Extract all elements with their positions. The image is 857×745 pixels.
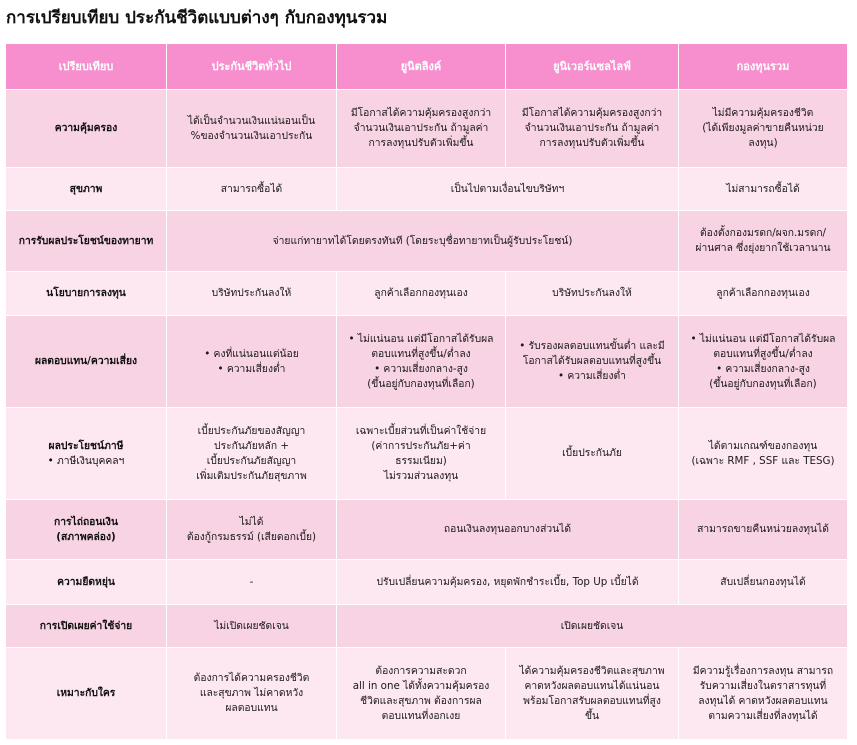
row-label: นโยบายการลงทุน <box>6 272 167 316</box>
row-coverage <box>6 90 848 168</box>
row-label: ความคุ้มครอง <box>6 90 167 168</box>
cell-general: ไม่เปิดเผยชัดเจน <box>167 605 337 648</box>
header-unit-linked: ยูนิตลิงค์ <box>337 44 506 90</box>
cell-fund: ไม่มีความคุ้มครองชีวิต (ได้เพียงมูลค่าขายคืนหน่วย ลงทุน) <box>679 90 848 168</box>
cell-universal: เบี้ยประกันภัย <box>506 408 679 500</box>
cell-unit-linked: ต้องการความสะดวก all in one ได้ทั้งความคุ้มครอง ชีวิตและสุขภาพ ต้องการผล ตอบแทนที่งอกเงย <box>337 648 506 740</box>
row-returns-risk <box>6 316 848 408</box>
row-cost-disclosure <box>6 605 848 648</box>
cell-unit-linked: • ไม่แน่นอน แต่มีโอกาสได้รับผล ตอบแทนที่สูงขึ้น/ต่ำลง • ความเสี่ยงกลาง-สูง (ขึ้นอยู่กับกองทุนที่เลือก) <box>337 316 506 408</box>
cell-unit-linked: มีโอกาสได้ความคุ้มครองสูงกว่า จำนวนเงินเอาประกัน ถ้ามูลค่า การลงทุนปรับตัวเพิ่มขึ้น <box>337 90 506 168</box>
cell-general: เบี้ยประกันภัยของสัญญา ประกันภัยหลัก + เบี้ยประกันภัยสัญญา เพิ่มเติมประกันภัยสุขภาพ <box>167 408 337 500</box>
row-label: การเปิดเผยค่าใช้จ่าย <box>6 605 167 648</box>
cell-fund: สับเปลี่ยนกองทุนได้ <box>679 560 848 605</box>
row-beneficiary <box>6 211 848 272</box>
cell-fund: ไม่สามารถซื้อได้ <box>679 168 848 211</box>
comparison-table <box>5 43 848 740</box>
header-row <box>6 44 848 90</box>
cell-fund: สามารถขายคืนหน่วยลงทุนได้ <box>679 500 848 560</box>
cell-merged-disclosure: เปิดเผยชัดเจน <box>337 605 848 648</box>
row-label: ผลตอบแทน/ความเสี่ยง <box>6 316 167 408</box>
row-flexibility <box>6 560 848 605</box>
cell-fund: • ไม่แน่นอน แต่มีโอกาสได้รับผล ตอบแทนที่สูงขึ้น/ต่ำลง • ความเสี่ยงกลาง-สูง (ขึ้นอยู่กับกองทุนที่เลือก) <box>679 316 848 408</box>
row-investment-policy <box>6 272 848 316</box>
header-compare: เปรียบเทียบ <box>6 44 167 90</box>
cell-insurance-merged: ปรับเปลี่ยนความคุ้มครอง, หยุดพักชำระเบี้ย, Top Up เบี้ยได้ <box>337 560 679 605</box>
row-suitable-for <box>6 648 848 740</box>
row-tax-benefit <box>6 408 848 500</box>
cell-insurance-merged: จ่ายแก่ทายาทได้โดยตรงทันที (โดยระบุชื่อทายาทเป็นผู้รับประโยชน์) <box>167 211 679 272</box>
cell-general: ได้เป็นจำนวนเงินแน่นอนเป็น %ของจำนวนเงินเอาประกัน <box>167 90 337 168</box>
row-label: เหมาะกับใคร <box>6 648 167 740</box>
row-label: การไถ่ถอนเงิน (สภาพคล่อง) <box>6 500 167 560</box>
cell-general: - <box>167 560 337 605</box>
cell-insurance-merged: เป็นไปตามเงื่อนไขบริษัทฯ <box>337 168 679 211</box>
cell-universal: มีโอกาสได้ความคุ้มครองสูงกว่า จำนวนเงินเอาประกัน ถ้ามูลค่า การลงทุนปรับตัวเพิ่มขึ้น <box>506 90 679 168</box>
cell-general: • คงที่แน่นอนแต่น้อย • ความเสี่ยงต่ำ <box>167 316 337 408</box>
cell-fund: ได้ตามเกณฑ์ของกองทุน (เฉพาะ RMF , SSF และ TESG) <box>679 408 848 500</box>
header-general-life: ประกันชีวิตทั่วไป <box>167 44 337 90</box>
cell-universal: ได้ความคุ้มครองชีวิตและสุขภาพ คาดหวังผลตอบแทนได้แน่นอน พร้อมโอกาสรับผลตอบแทนที่สูง ขึ้น <box>506 648 679 740</box>
row-withdrawal <box>6 500 848 560</box>
cell-insurance-merged: ถอนเงินลงทุนออกบางส่วนได้ <box>337 500 679 560</box>
cell-unit-linked: ลูกค้าเลือกกองทุนเอง <box>337 272 506 316</box>
cell-general: ไม่ได้ ต้องกู้กรมธรรม์ (เสียดอกเบี้ย) <box>167 500 337 560</box>
cell-fund: มีความรู้เรื่องการลงทุน สามารถ รับความเสี่ยงในตราสารทุนที่ ลงทุนได้ คาดหวังผลตอบแทน ตามความเสี่ยงที่ลงทุนได้ <box>679 648 848 740</box>
cell-universal: บริษัทประกันลงให้ <box>506 272 679 316</box>
header-universal-life: ยูนิเวอร์แซลไลฟ์ <box>506 44 679 90</box>
row-health <box>6 168 848 211</box>
page-title: การเปรียบเทียบ ประกันชีวิตแบบต่างๆ กับกองทุนรวม <box>6 8 388 28</box>
cell-general: สามารถซื้อได้ <box>167 168 337 211</box>
cell-general: บริษัทประกันลงให้ <box>167 272 337 316</box>
row-label: ผลประโยชน์ภาษี • ภาษีเงินบุคคลฯ <box>6 408 167 500</box>
row-label: การรับผลประโยชน์ของทายาท <box>6 211 167 272</box>
cell-general: ต้องการได้ความครองชีวิต และสุขภาพ ไม่คาดหวัง ผลตอบแทน <box>167 648 337 740</box>
header-mutual-fund: กองทุนรวม <box>679 44 848 90</box>
row-label: สุขภาพ <box>6 168 167 211</box>
cell-fund: ต้องตั้งกองมรดก/ผจก.มรดก/ ผ่านศาล ซึ่งยุ่งยากใช้เวลานาน <box>679 211 848 272</box>
row-label: ความยืดหยุ่น <box>6 560 167 605</box>
cell-fund: ลูกค้าเลือกกองทุนเอง <box>679 272 848 316</box>
cell-universal: • รับรองผลตอบแทนขั้นต่ำ และมี โอกาสได้รับผลตอบแทนที่สูงขึ้น • ความเสี่ยงต่ำ <box>506 316 679 408</box>
cell-unit-linked: เฉพาะเบี้ยส่วนที่เป็นค่าใช้จ่าย (ค่าการประกันภัย+ค่า ธรรมเนียม) ไม่รวมส่วนลงทุน <box>337 408 506 500</box>
